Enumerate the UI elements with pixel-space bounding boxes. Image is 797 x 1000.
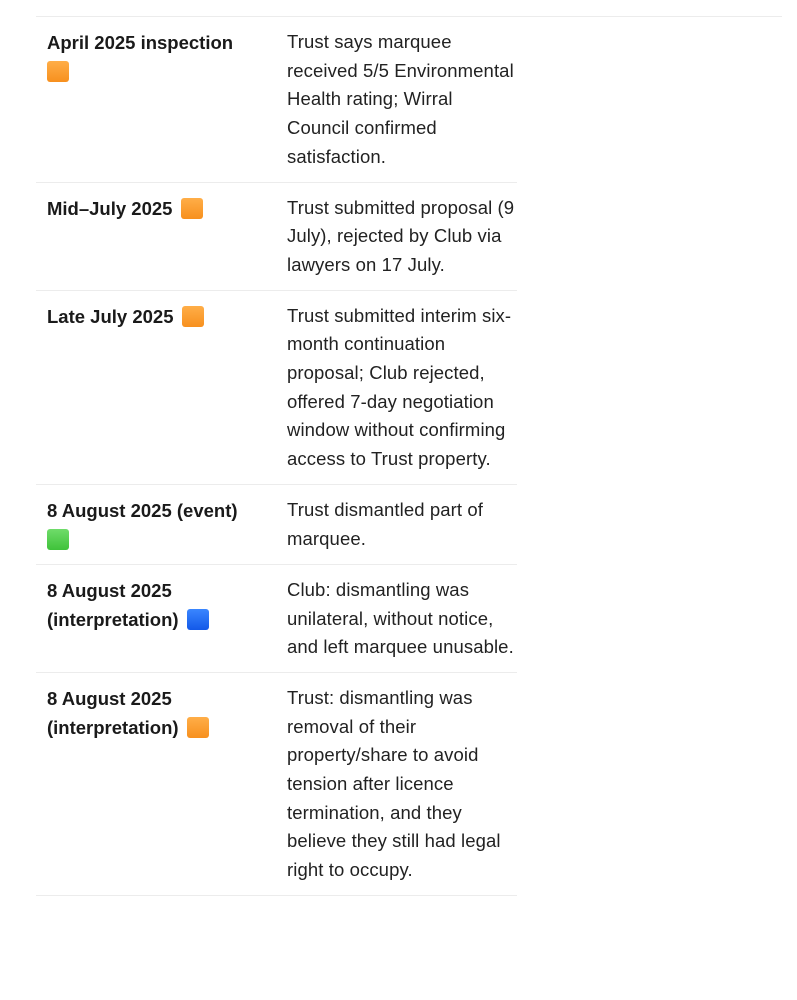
date-label: April 2025 inspection [47, 32, 234, 53]
date-cell [36, 496, 287, 554]
date-label: 8 August 2025 (event) [47, 499, 238, 521]
date-cell [36, 684, 287, 885]
description-cell: Trust: dismantling was removal of their property/share to avoid tension after licence termination, and they believe they still had legal right to occupy. [287, 686, 501, 881]
description-cell: Trust submitted proposal (9 July), rejected by Club via lawyers on 17 July. [287, 196, 515, 275]
timeline-table [36, 17, 517, 896]
green-square-icon [47, 529, 69, 550]
orange-square-icon [47, 61, 69, 82]
table-row [36, 183, 517, 291]
date-label: 8 August 2025 [47, 579, 172, 601]
table-row [36, 485, 517, 565]
date-cell [36, 28, 287, 172]
date-cell [36, 302, 287, 474]
table-row [36, 565, 517, 673]
date-label: Late July 2025 [47, 305, 174, 327]
table-row [36, 291, 517, 485]
date-sublabel: (interpretation) [47, 608, 179, 630]
date-label: Mid–July 2025 [47, 197, 173, 219]
blue-square-icon [187, 609, 209, 630]
date-cell [36, 194, 287, 280]
date-sublabel: (interpretation) [47, 716, 179, 738]
description-cell: Club: dismantling was unilateral, without notice, and left marquee unusable. [287, 578, 514, 658]
orange-square-icon [187, 717, 209, 738]
description-cell: Trust submitted interim six-month continuation proposal; Club rejected, offered 7-day negotiation window without confirming access to Trust property. [287, 304, 512, 470]
orange-square-icon [181, 198, 203, 219]
orange-square-icon [182, 306, 204, 327]
table-row [36, 673, 517, 896]
description-cell: Trust dismantled part of marquee. [287, 498, 484, 549]
date-label: 8 August 2025 [47, 687, 172, 709]
description-cell: Trust says marquee received 5/5 Environmental Health rating; Wirral Council confirmed satisfaction. [287, 31, 514, 167]
table-row [36, 17, 517, 183]
date-cell [36, 576, 287, 662]
